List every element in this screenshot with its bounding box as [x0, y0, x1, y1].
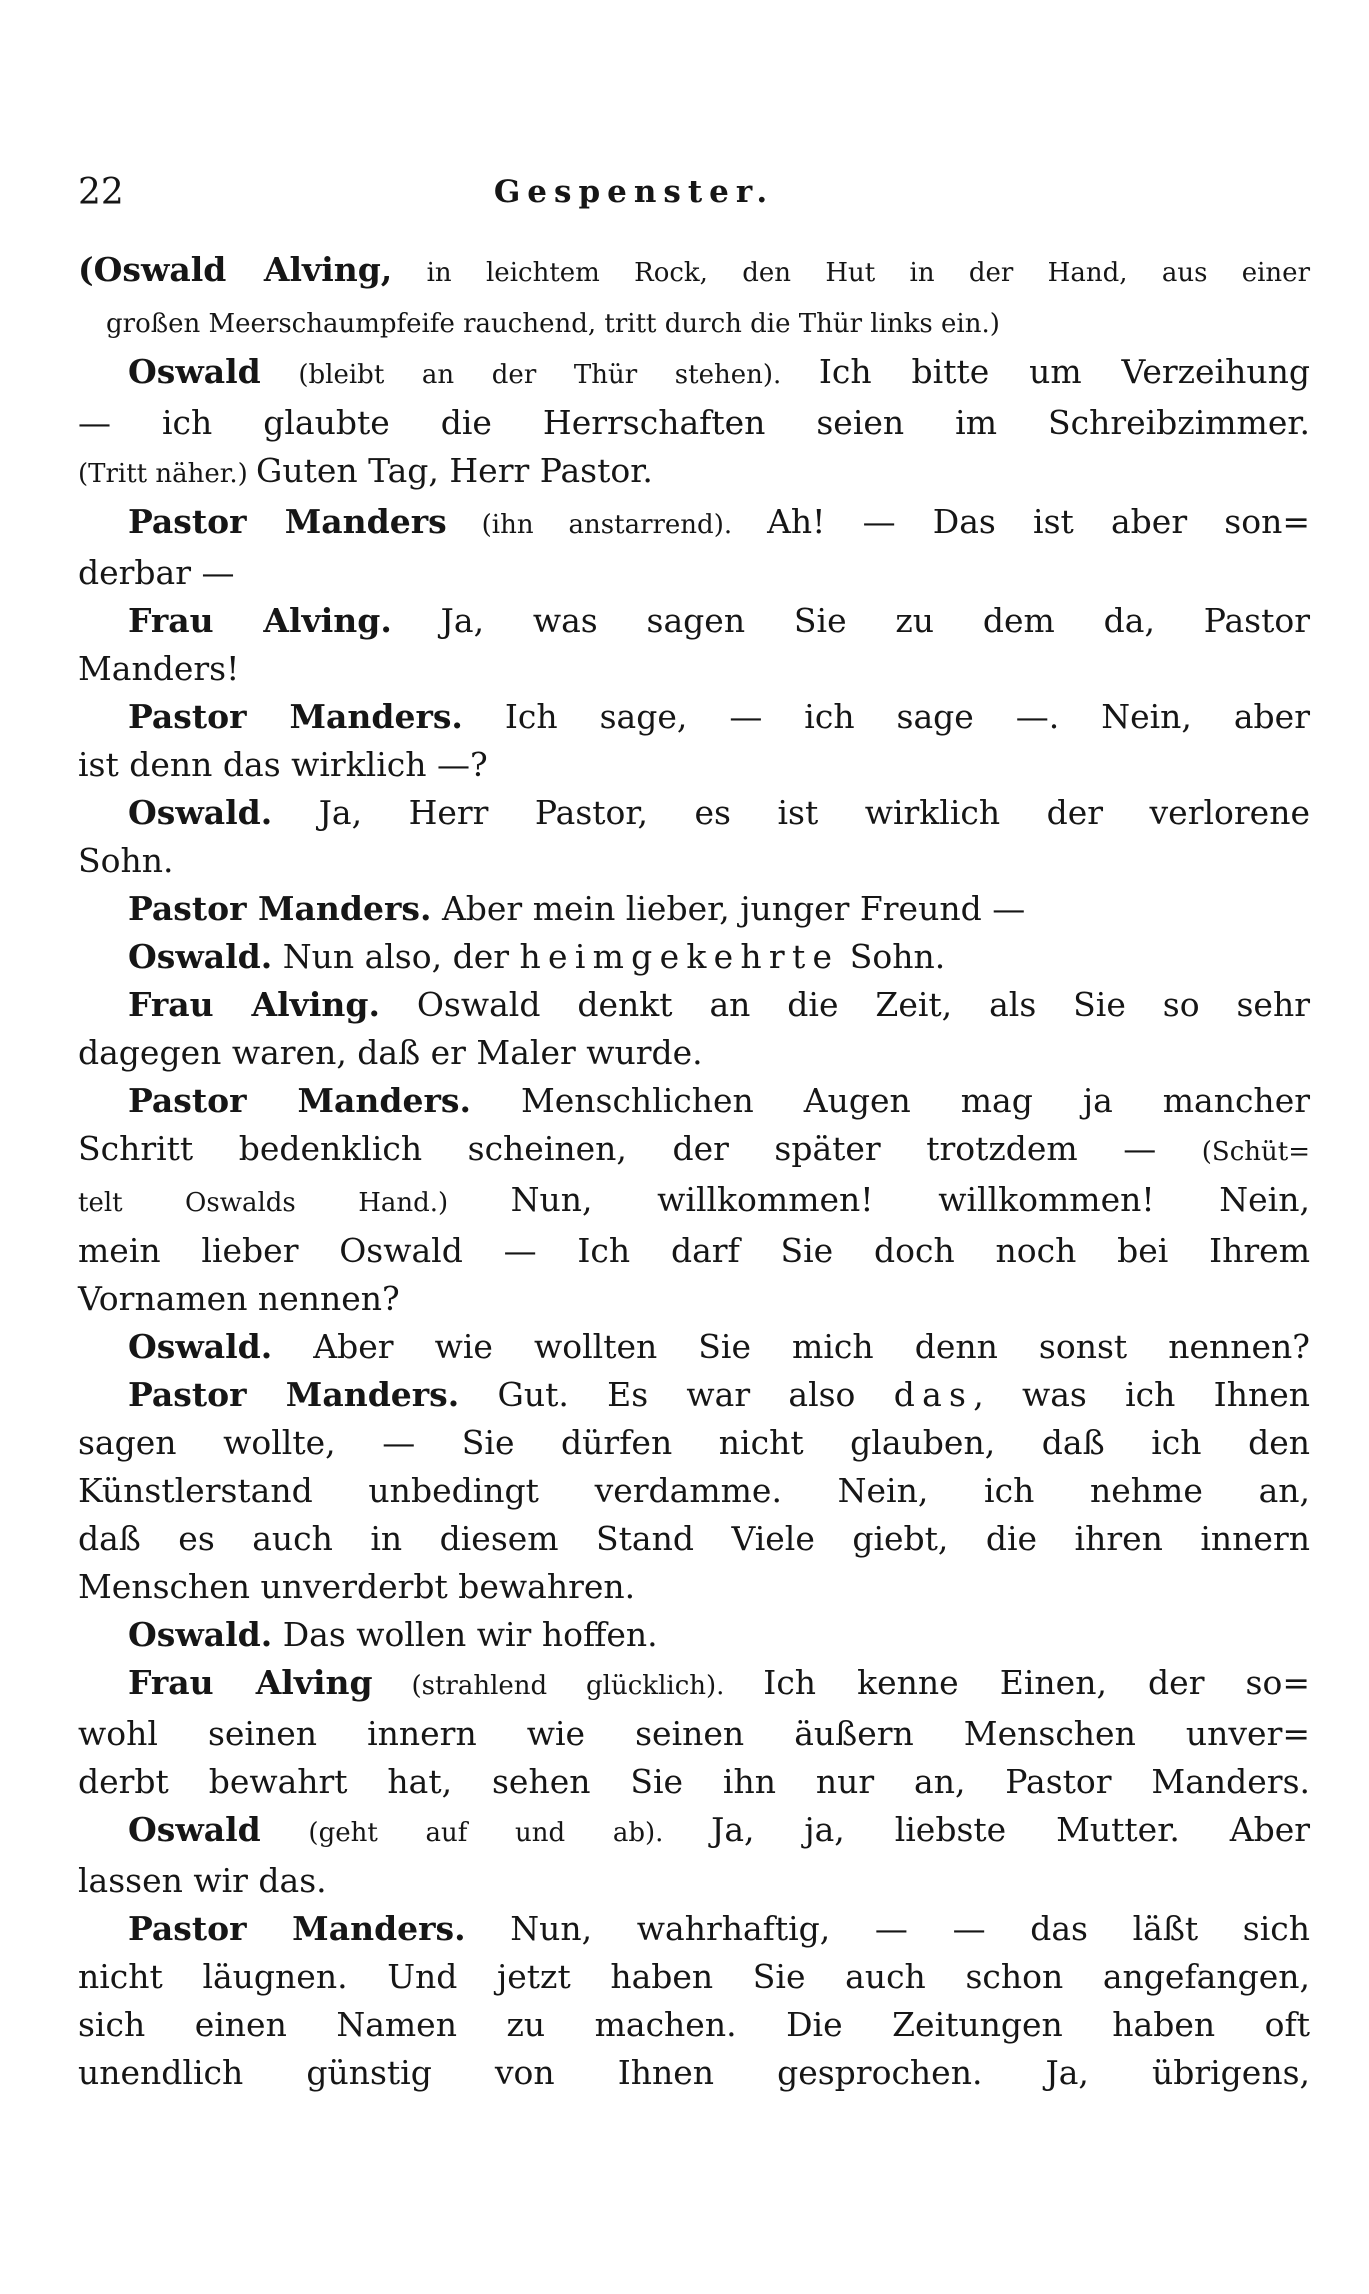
dialogue-text: Manders! [78, 649, 240, 688]
text-line [78, 1029, 1310, 1077]
text-line [78, 1659, 1310, 1710]
dialogue-text: nicht läugnen. Und jetzt haben Sie auch schon angefangen, [78, 1957, 1310, 1996]
speaker-name: Frau Alving [128, 1663, 373, 1702]
text-line [78, 1857, 1310, 1905]
speaker-name: Oswald. [128, 1615, 273, 1654]
page-header [78, 172, 1310, 220]
speaker-name: Oswald. [128, 937, 273, 976]
text-line [78, 1710, 1310, 1758]
text-line [78, 1275, 1310, 1323]
dialogue-text: daß es auch in diesem Stand Viele giebt, die ihren innern [78, 1519, 1310, 1558]
dialogue-text: Ah! — Das ist aber son= [767, 502, 1310, 541]
dialogue-text: Ich bitte um Verzeihung [818, 352, 1310, 391]
dialogue-text: Menschlichen Augen mag ja mancher [470, 1081, 1310, 1120]
speaker-name: Frau Alving. [128, 601, 392, 640]
emphasized-word: das [893, 1375, 974, 1414]
dialogue-text: , was ich Ihnen [973, 1375, 1310, 1414]
text-line [78, 348, 1310, 399]
text-line [78, 1323, 1310, 1371]
dialogue-text: unendlich günstig von Ihnen gesprochen. Ja, übrigens, [78, 2053, 1310, 2092]
speaker-name: Oswald [128, 352, 261, 391]
text-line [78, 1905, 1310, 1953]
dialogue-text: — ich glaubte die Herrschaften seien im Schreibzimmer. [78, 403, 1310, 442]
dialogue-text: wohl seinen innern wie seinen äußern Menschen unver= [78, 1714, 1310, 1753]
text-line [78, 981, 1310, 1029]
dialogue-text: Nun also, der [272, 937, 520, 976]
stage-direction: (strahlend glücklich). [372, 1671, 764, 1701]
speaker-name: (Oswald Alving, [78, 250, 393, 289]
dialogue-text: Gut. Es war also [459, 1375, 894, 1414]
text-line [78, 1077, 1310, 1125]
text-line [78, 1419, 1310, 1467]
text-line [78, 597, 1310, 645]
text-line [78, 297, 1310, 348]
speaker-name: Pastor Manders. [128, 697, 463, 736]
text-line [78, 741, 1310, 789]
text-line [78, 1758, 1310, 1806]
text-line [78, 447, 1310, 498]
dialogue-text: mein lieber Oswald — Ich darf Sie doch noch bei Ihrem [78, 1231, 1310, 1270]
dialogue-text: Aber wie wollten Sie mich denn sonst nennen? [272, 1327, 1310, 1366]
dialogue-text: Menschen unverderbt bewahren. [78, 1567, 636, 1606]
stage-direction: (Tritt näher.) [78, 459, 257, 489]
dialogue-text: Künstlerstand unbedingt verdamme. Nein, ich nehme an, [78, 1471, 1310, 1510]
text-line [78, 1806, 1310, 1857]
speaker-name: Pastor Manders. [128, 1375, 460, 1414]
text-line [78, 2049, 1310, 2097]
dialogue-text: Vornamen nennen? [78, 1279, 400, 1318]
text-line [78, 399, 1310, 447]
dialogue-text: Ja, ja, liebste Mutter. Aber [711, 1810, 1311, 1849]
dialogue-text: Aber mein lieber, junger Freund — [431, 889, 1026, 928]
dialogue-text: Nun, wahrhaftig, — — das läßt sich [465, 1909, 1311, 1948]
text-line [78, 1611, 1310, 1659]
text-block [78, 246, 1310, 2097]
stage-direction: großen Meerschaumpfeife rauchend, tritt durch die Thür links ein.) [106, 309, 1000, 339]
dialogue-text: Oswald denkt an die Zeit, als Sie so sehr [379, 985, 1310, 1024]
page-number: 22 [78, 172, 124, 213]
text-line [78, 837, 1310, 885]
dialogue-text: Guten Tag, Herr Pastor. [256, 451, 653, 490]
text-line [78, 1227, 1310, 1275]
speaker-name: Pastor Manders. [128, 1081, 471, 1120]
text-line [78, 645, 1310, 693]
stage-direction: in leichtem Rock, den Hut in der Hand, aus einer [392, 258, 1310, 288]
text-line [78, 246, 1310, 297]
speaker-name: Frau Alving. [128, 985, 380, 1024]
text-line [78, 2001, 1310, 2049]
text-line [78, 1953, 1310, 2001]
text-line [78, 498, 1310, 549]
text-line [78, 1563, 1310, 1611]
text-line [78, 1515, 1310, 1563]
text-line [78, 549, 1310, 597]
text-line [78, 1371, 1310, 1419]
dialogue-text: Ich kenne Einen, der so= [763, 1663, 1310, 1702]
dialogue-text: dagegen waren, daß er Maler wurde. [78, 1033, 703, 1072]
stage-direction: (ihn anstarrend). [446, 510, 768, 540]
dialogue-text: derbt bewahrt hat, sehen Sie ihn nur an, Pastor Manders. [78, 1762, 1310, 1801]
dialogue-text: Ja, Herr Pastor, es ist wirklich der verlorene [272, 793, 1310, 832]
text-line [78, 933, 1310, 981]
stage-direction: (geht auf und ab). [260, 1818, 712, 1848]
speaker-name: Pastor Manders. [128, 1909, 466, 1948]
speaker-name: Pastor Manders. [128, 889, 432, 928]
dialogue-text: Schritt bedenklich scheinen, der später trotzdem — [78, 1129, 1202, 1168]
stage-direction: telt Oswalds Hand.) [78, 1188, 511, 1218]
stage-direction: (bleibt an der Thür stehen). [260, 360, 819, 390]
speaker-name: Oswald. [128, 793, 273, 832]
speaker-name: Oswald. [128, 1327, 273, 1366]
emphasized-word: heimgekehrte [519, 937, 840, 976]
dialogue-text: derbar — [78, 553, 235, 592]
dialogue-text: Sohn. [78, 841, 174, 880]
dialogue-text: Sohn. [839, 937, 946, 976]
text-line [78, 1467, 1310, 1515]
dialogue-text: lassen wir das. [78, 1861, 327, 1900]
text-line [78, 1125, 1310, 1176]
speaker-name: Oswald [128, 1810, 261, 1849]
dialogue-text: Nun, willkommen! willkommen! Nein, [510, 1180, 1310, 1219]
text-line [78, 693, 1310, 741]
text-line [78, 789, 1310, 837]
stage-direction: (Schüt= [1201, 1137, 1310, 1167]
speaker-name: Pastor Manders [128, 502, 447, 541]
dialogue-text: Das wollen wir hoffen. [272, 1615, 658, 1654]
dialogue-text: sagen wollte, — Sie dürfen nicht glauben, daß ich den [78, 1423, 1310, 1462]
text-line [78, 885, 1310, 933]
dialogue-text: Ich sage, — ich sage —. Nein, aber [462, 697, 1310, 736]
text-line [78, 1176, 1310, 1227]
dialogue-text: sich einen Namen zu machen. Die Zeitungen haben oft [78, 2005, 1310, 2044]
dialogue-text: Ja, was sagen Sie zu dem da, Pastor [391, 601, 1310, 640]
running-title: Gespenster. [493, 174, 775, 210]
dialogue-text: ist denn das wirklich —? [78, 745, 488, 784]
